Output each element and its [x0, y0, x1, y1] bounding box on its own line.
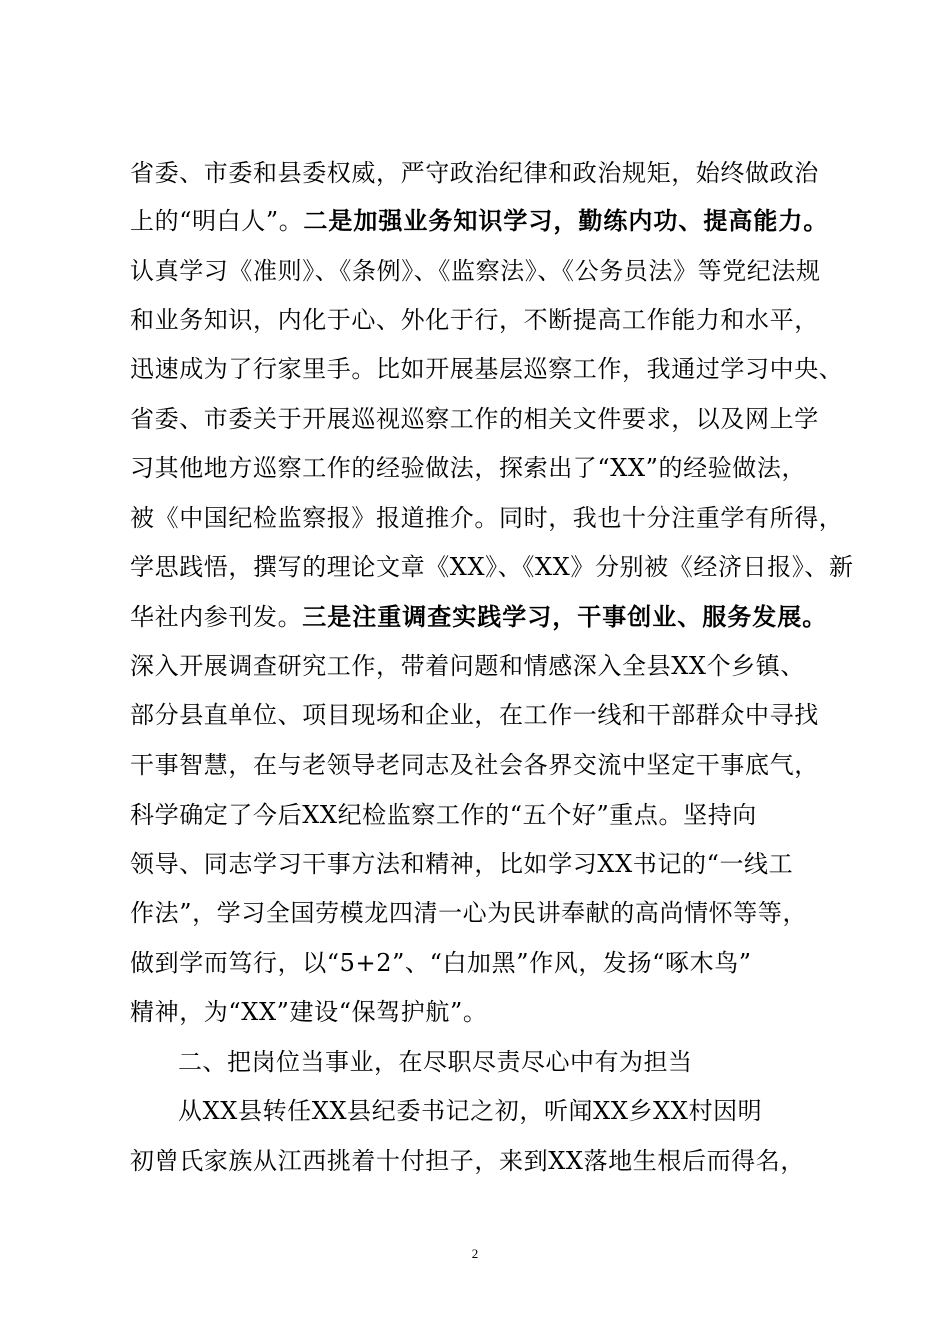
body-line: 学思践悟，撰写的理论文章《XX》、《XX》分别被《经济日报》、新	[130, 553, 854, 581]
body-line: 华社内参刊发。三是注重调查实践学习，干事创业、服务发展。	[130, 603, 828, 631]
body-line: 科学确定了今后XX纪检监察工作的“五个好”重点。坚持向	[130, 801, 757, 829]
body-line: 领导、同志学习干事方法和精神，比如学习XX书记的“一线工	[130, 850, 794, 878]
body-line: 初曾氏家族从江西挑着十付担子，来到XX落地生根后而得名，	[130, 1147, 805, 1175]
body-line: 迅速成为了行家里手。比如开展基层巡察工作，我通过学习中央、	[130, 355, 844, 383]
body-line: 作法”，学习全国劳模龙四清一心为民讲奉献的高尚情怀等等，	[130, 899, 808, 927]
body-line: 从XX县转任XX县纪委书记之初，听闻XX乡XX村因明	[178, 1097, 763, 1125]
body-line: 深入开展调查研究工作，带着问题和情感深入全县XX个乡镇、	[130, 652, 805, 680]
body-line: 省委、市委关于开展巡视巡察工作的相关文件要求，以及网上学	[130, 405, 819, 433]
bold-lead-text: 三是注重调查实践学习，干事创业、服务发展。	[302, 603, 828, 631]
body-line: 习其他地方巡察工作的经验做法，探索出了“XX”的经验做法，	[130, 454, 807, 482]
section-heading: 二、把岗位当事业，在尽职尽责尽心中有为担当	[178, 1048, 693, 1076]
body-line: 被《中国纪检监察报》报道推介。同时，我也十分注重学有所得，	[130, 504, 844, 532]
body-line: 精神，为“XX”建设“保驾护航”。	[130, 998, 488, 1026]
body-line: 和业务知识，内化于心、外化于行，不断提高工作能力和水平，	[130, 306, 819, 334]
body-line: 省委、市委和县委权威，严守政治纪律和政治规矩，始终做政治	[130, 159, 819, 187]
bold-lead-text: 二是加强业务知识学习，勤练内功、提高能力。	[303, 207, 829, 235]
page-number: 2	[471, 1246, 479, 1261]
body-line: 做到学而笃行，以“5+2”、“白加黑”作风，发扬“啄木鸟”	[130, 949, 752, 977]
body-line: 认真学习《准则》、《条例》、《监察法》、《公务员法》等党纪法规	[130, 257, 821, 285]
body-line: 上的“明白人”。二是加强业务知识学习，勤练内功、提高能力。	[130, 207, 829, 235]
body-line: 部分县直单位、项目现场和企业，在工作一线和干部群众中寻找	[130, 701, 819, 729]
body-line: 干事智慧，在与老领导老同志及社会各界交流中坚定干事底气，	[130, 751, 819, 779]
